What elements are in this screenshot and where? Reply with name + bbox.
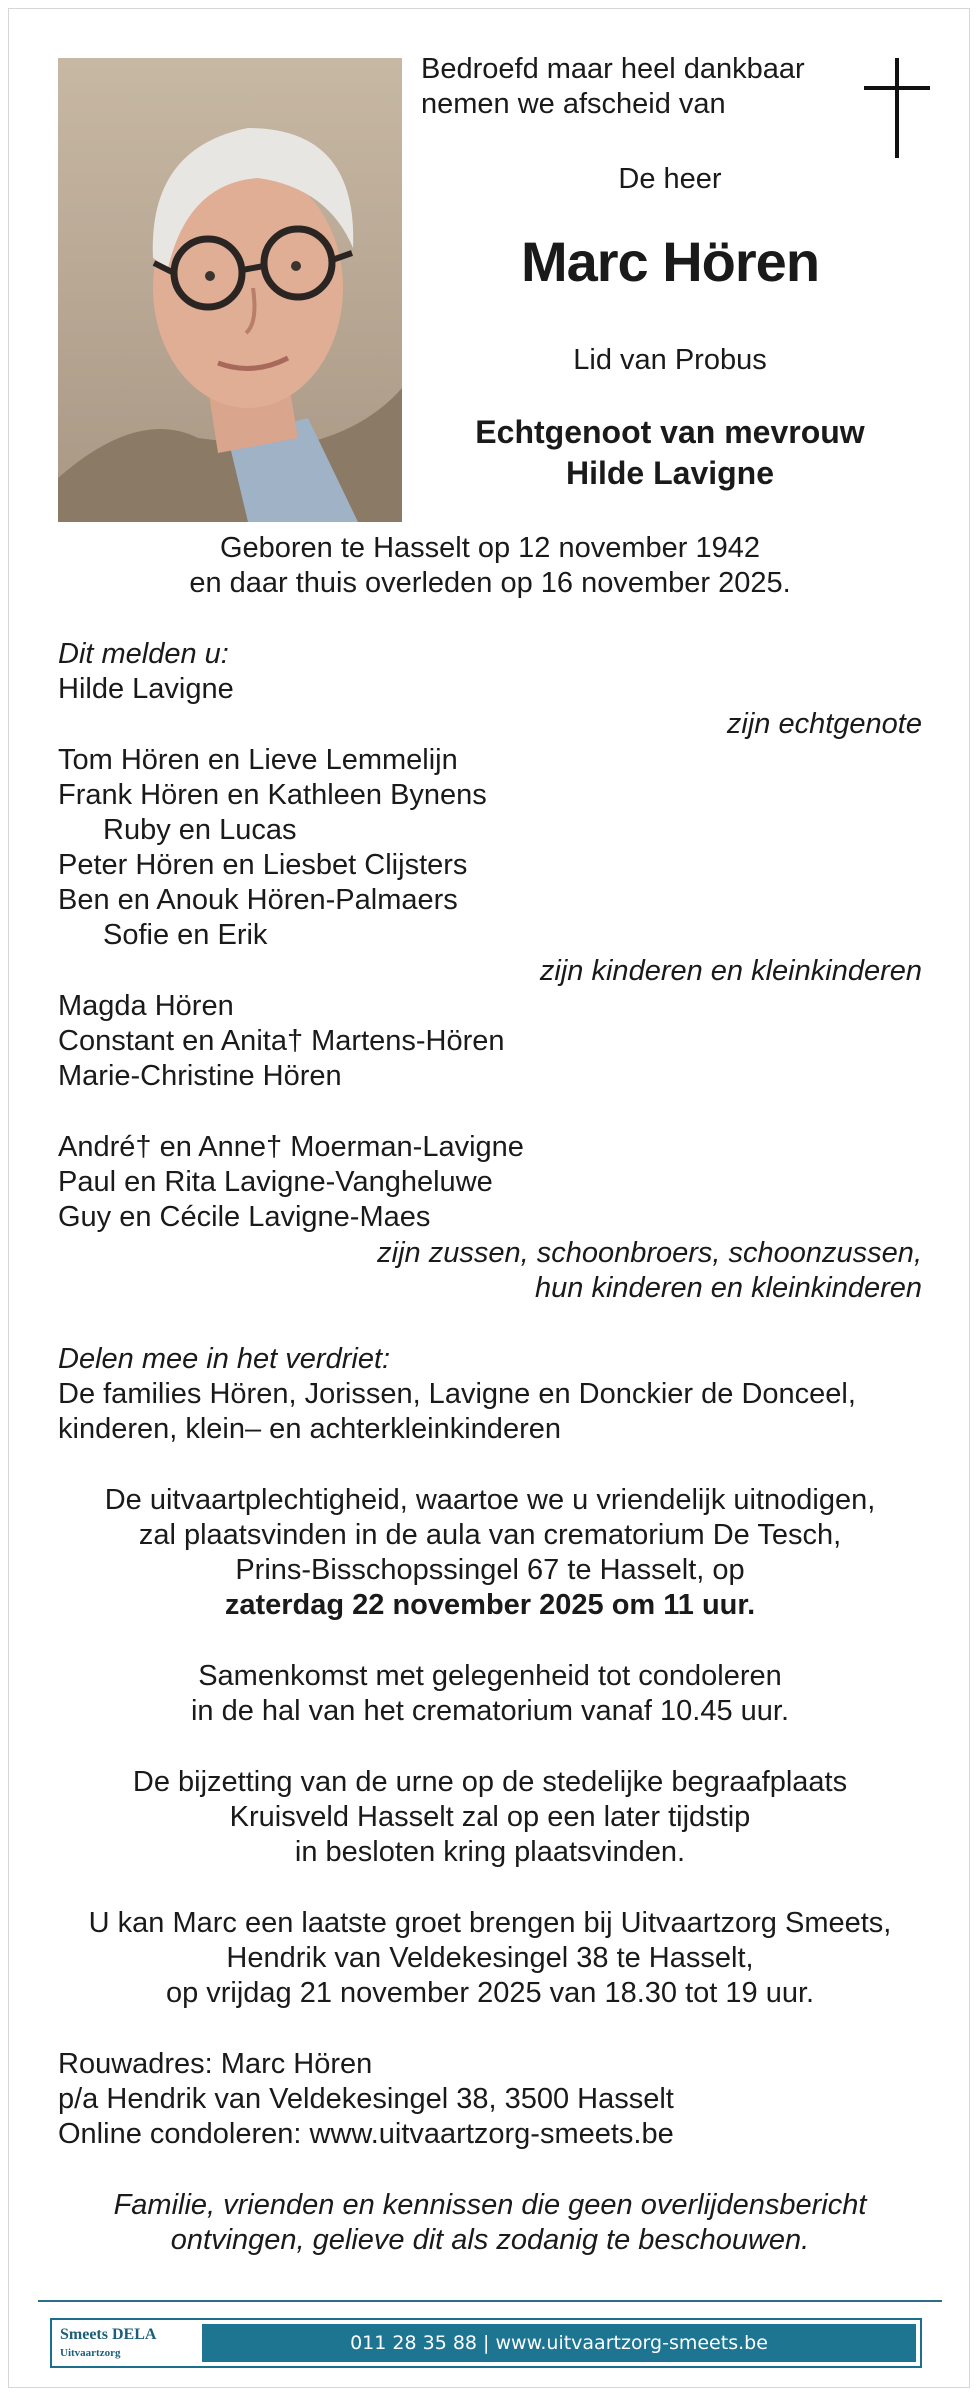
closing-line: ontvingen, gelieve dit als zodanig te beschouwen. (170, 2224, 810, 2256)
birth-line: Geboren te Hasselt op 12 november 1942 (219, 532, 761, 564)
urn-line: Kruisveld Hasselt zal op een later tijdstip (229, 1801, 751, 1833)
shared-heading: Delen mee in het verdriet: (58, 1343, 391, 1375)
family-role: zijn zussen, schoonbroers, schoonzussen, (377, 1237, 922, 1269)
ceremony-line: zal plaatsvinden in de aula van crematorium De Tesch, (138, 1519, 842, 1551)
family-member: Paul en Rita Lavigne-Vangheluwe (58, 1166, 493, 1198)
family-member: Hilde Lavigne (58, 673, 234, 705)
family-heading: Dit melden u: (58, 638, 229, 670)
family-role: zijn kinderen en kleinkinderen (539, 955, 922, 987)
funeral-home-logo-sub: Uitvaartzorg (60, 2347, 121, 2359)
funeral-home-logo: Smeets DELA (60, 2326, 157, 2343)
footer-banner (50, 2318, 922, 2368)
deceased-name: Marc Hören (520, 230, 820, 293)
urn-line: De bijzetting van de urne op de stedelijke begraafplaats (132, 1766, 848, 1798)
closing-line: Familie, vrienden en kennissen die geen overlijdensbericht (113, 2189, 867, 2221)
spouse-line: Hilde Lavigne (565, 455, 775, 491)
gathering-line: in de hal van het crematorium vanaf 10.45 uur. (190, 1695, 790, 1727)
family-member: Sofie en Erik (103, 919, 268, 951)
family-member: André† en Anne† Moerman-Lavigne (58, 1131, 524, 1163)
ceremony-line: De uitvaartplechtigheid, waartoe we u vriendelijk uitnodigen, (104, 1484, 876, 1516)
condolence-link[interactable]: Online condoleren: www.uitvaartzorg-smeets.be (58, 2118, 674, 2150)
visit-line: Hendrik van Veldekesingel 38 te Hasselt, (226, 1942, 754, 1974)
portrait-photo (58, 58, 402, 522)
family-member: Marie-Christine Hören (58, 1060, 342, 1092)
ceremony-line: Prins-Bisschopssingel 67 te Hasselt, op (235, 1554, 745, 1586)
address-line: p/a Hendrik van Veldekesingel 38, 3500 Hasselt (58, 2083, 674, 2115)
intro-line: Bedroefd maar heel dankbaar (421, 53, 805, 85)
membership: Lid van Probus (573, 344, 767, 376)
footer-rule (38, 2300, 942, 2302)
cross-icon (864, 58, 930, 158)
intro-line: nemen we afscheid van (421, 88, 726, 120)
family-member: Guy en Cécile Lavigne-Maes (58, 1201, 431, 1233)
family-role: zijn echtgenote (726, 708, 922, 740)
family-member: Peter Hören en Liesbet Clijsters (58, 849, 468, 881)
spouse-line: Echtgenoot van mevrouw (475, 414, 865, 450)
family-role: hun kinderen en kleinkinderen (535, 1272, 922, 1304)
honorific: De heer (618, 163, 722, 195)
footer-contact[interactable]: 011 28 35 88 | www.uitvaartzorg-smeets.be (202, 2324, 916, 2362)
family-member: Ruby en Lucas (103, 814, 297, 846)
shared-line: kinderen, klein– en achterkleinkinderen (58, 1413, 561, 1445)
family-member: Ben en Anouk Hören-Palmaers (58, 884, 458, 916)
visit-line: U kan Marc een laatste groet brengen bij Uitvaartzorg Smeets, (88, 1907, 892, 1939)
shared-line: De families Hören, Jorissen, Lavigne en Donckier de Donceel, (58, 1378, 856, 1410)
family-member: Frank Hören en Kathleen Bynens (58, 779, 487, 811)
visit-line: op vrijdag 21 november 2025 van 18.30 tot 19 uur. (165, 1977, 815, 2009)
family-member: Constant en Anita† Martens-Hören (58, 1025, 505, 1057)
address-line: Rouwadres: Marc Hören (58, 2048, 373, 2080)
ceremony-date: zaterdag 22 november 2025 om 11 uur. (224, 1589, 756, 1621)
urn-line: in besloten kring plaatsvinden. (294, 1836, 686, 1868)
gathering-line: Samenkomst met gelegenheid tot condoleren (198, 1660, 782, 1692)
family-member: Magda Hören (58, 990, 234, 1022)
family-member: Tom Hören en Lieve Lemmelijn (58, 744, 458, 776)
death-line: en daar thuis overleden op 16 november 2025. (189, 567, 791, 599)
